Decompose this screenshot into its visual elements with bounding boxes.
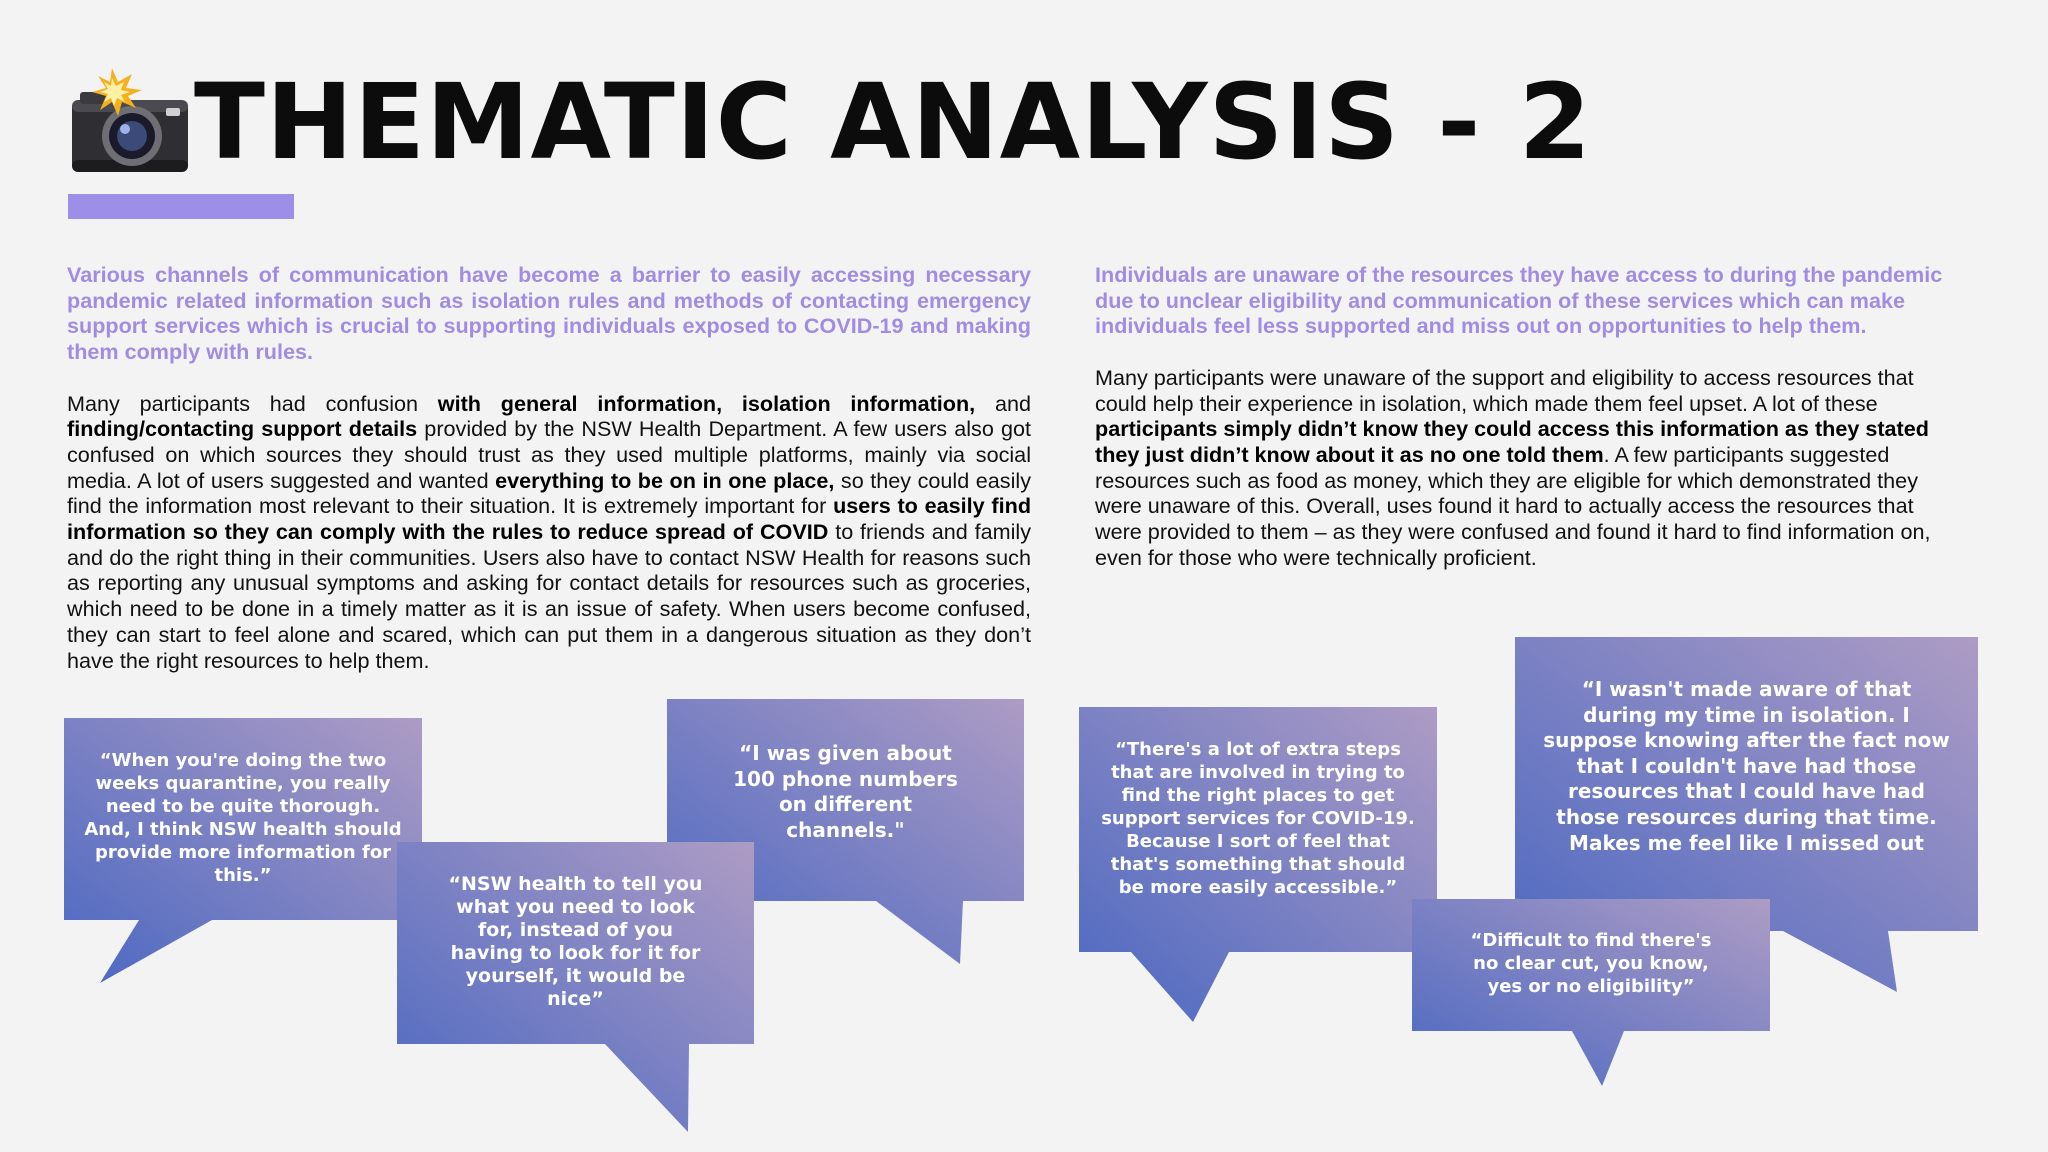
quote-bubble-3: [397, 842, 754, 1132]
quote-text-6: “Difficult to find there's no clear cut, you know, yes or no eligibility”: [1470, 930, 1712, 997]
quote-text-5: “I wasn't made aware of that during my time in isolation. I suppose knowing after the fact now that I couldn't have had those resources that I could have had those resources during that time. Makes me feel like I missed out: [1543, 677, 1950, 855]
right-body-paragraph: [1095, 365, 1965, 571]
left-body-bold: finding/contacting support details: [67, 416, 418, 442]
page-title: THEMATIC ANALYSIS - 2: [194, 61, 1592, 183]
left-body-bold: users to easily find information so they can comply with the rules to reduce spread of COVID: [67, 493, 1032, 545]
quote-text-2: “I was given about 100 phone numbers on different channels.": [733, 741, 958, 842]
left-body-span: provided by the NSW Health Department. A few users also got confused on which sources they should trust as they used multiple platforms, mainly via social media. A lot of users suggested and wanted: [67, 416, 1031, 493]
left-column: [67, 262, 1031, 673]
left-body-paragraph: [67, 391, 1031, 674]
quote-bubble-4: [1079, 707, 1437, 1022]
right-column: [1095, 262, 1965, 570]
left-body-bold: with general information, isolation information,: [437, 390, 976, 416]
quote-text-3: “NSW health to tell you what you need to look for, instead of you having to look for it for yourself, it would be nice”: [448, 873, 703, 1010]
quote-text-1: “When you're doing the two weeks quarantine, you really need to be quite thorough. And, I think NSW health should provide more information for this.”: [84, 750, 402, 886]
left-body-span: so they could easily find the information most relevant to their situation. It is extremely important for: [67, 467, 1031, 519]
quote-text-4: “There's a lot of extra steps that are involved in trying to find the right places to get support services for COVID-19. Because I sort of feel that that's something that should be more easily accessible.”: [1101, 739, 1415, 898]
left-body-bold: everything to be on in one place,: [495, 467, 835, 493]
quote-bubble-1: [64, 718, 422, 983]
right-body-span: . A few participants suggested resources such as food as money, which they are eligible for which demonstrated they were unaware of this. Overall, uses found it hard to actually access the resources that were provided to them – as they were confused and found it hard to find information on, even for those who were technically proficient.: [1095, 441, 1931, 570]
left-lead-paragraph: Various channels of communication have become a barrier to easily accessing necessary pandemic related information such as isolation rules and methods of contacting emergency support services which is crucial to supporting individuals exposed to COVID-19 and making them comply with rules.: [67, 262, 1031, 365]
title-row: [66, 62, 1592, 182]
right-lead-paragraph: Individuals are unaware of the resources they have access to during the pandemic due to unclear eligibility and communication of these services which can make individuals feel less supported and miss out on opportunities to help them.: [1095, 262, 1943, 339]
left-body-span: to friends and family and do the right thing in their communities. Users also have to contact NSW Health for reasons such as reporting any unusual symptoms and asking for contact details for resources such as groceries, which need to be done in a timely matter as it is an issue of safety. When users become confused, they can start to feel alone and scared, which can put them in a dangerous situation as they don’t have the right resources to help them.: [67, 519, 1031, 673]
right-body-bold: participants simply didn’t know they could access this information as they stated they just didn’t know about it as no one told them: [1095, 416, 1929, 467]
right-body-span: Many participants were unaware of the support and eligibility to access resources that could help their experience in isolation, which made them feel upset. A lot of these: [1095, 364, 1914, 416]
title-accent-bar: [68, 194, 294, 219]
quote-bubble-6: [1412, 899, 1770, 1086]
left-body-span: and: [975, 390, 1031, 416]
left-body-span: Many participants had confusion: [67, 390, 438, 416]
camera-flash-icon: [66, 66, 194, 178]
